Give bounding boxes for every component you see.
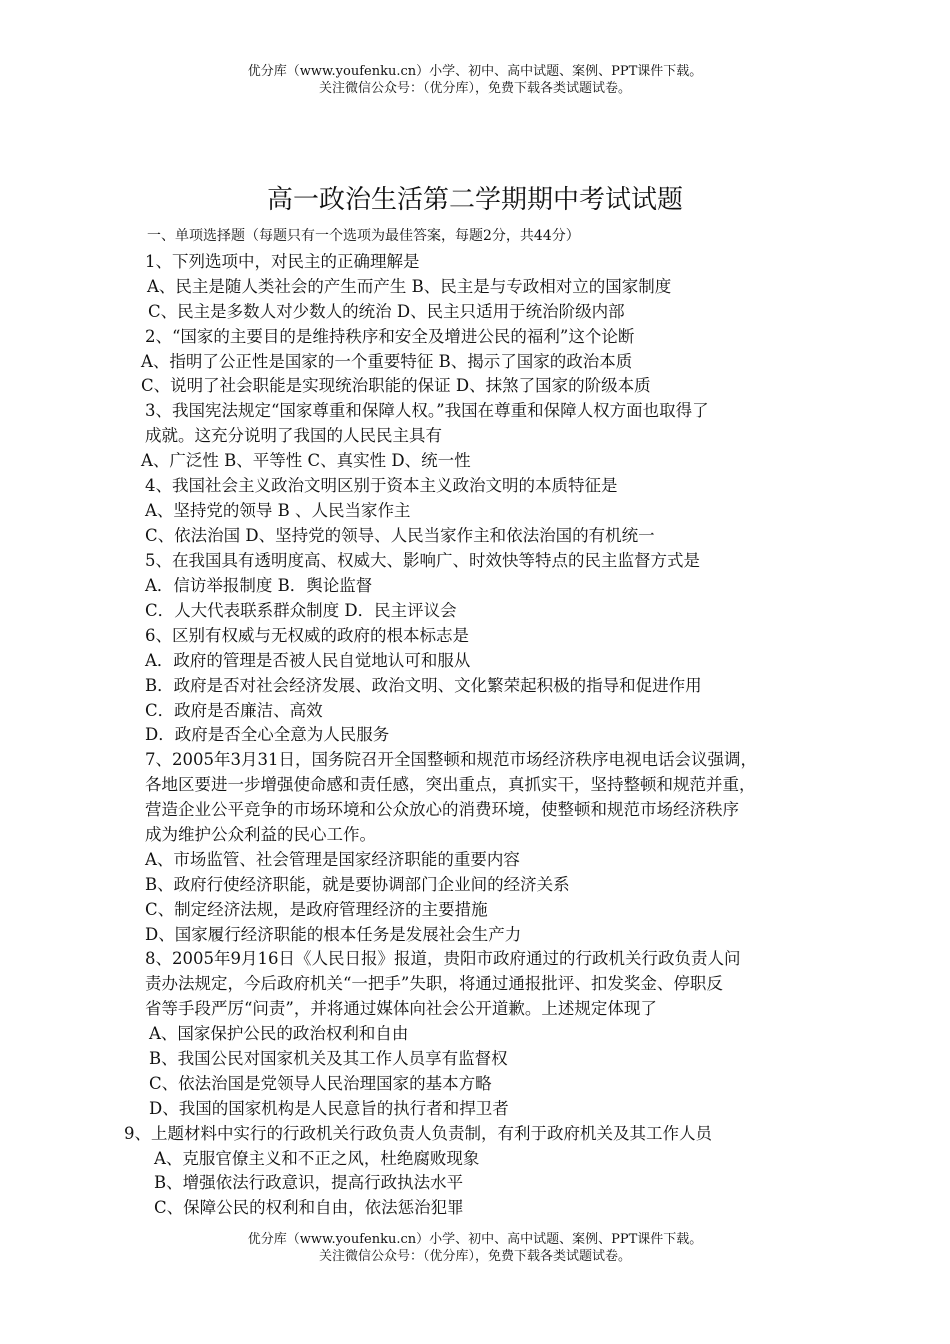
option-line: C、依法治国是党领导人民治理国家的基本方略 (149, 1074, 492, 1093)
question-text: 责办法规定，今后政府机关“一把手”失职，将通过通报批评、扣发奖金、停职反 (145, 974, 723, 993)
option-line: B．政府是否对社会经济发展、政治文明、文化繁荣起积极的指导和促进作用 (145, 676, 702, 695)
option-line: C．政府是否廉洁、高效 (145, 701, 323, 720)
option-line: C、说明了社会职能是实现统治职能的保证 D、抹煞了国家的阶级本质 (141, 376, 651, 395)
question-7: 7、2005年3月31日，国务院召开全国整顿和规范市场经济秩序电视电话会议强调， (145, 750, 757, 769)
header-line-2: 关注微信公众号：（优分库），免费下载各类试题试卷。 (318, 81, 631, 96)
option-line: A、坚持党的领导 B 、人民当家作主 (145, 501, 411, 520)
option-line: A．信访举报制度 B．舆论监督 (145, 576, 373, 595)
question-3: 3、我国宪法规定“国家尊重和保障人权。”我国在尊重和保障人权方面也取得了 (145, 401, 709, 420)
header-line-1: 优分库（www.youfenku.cn）小学、初中、高中试题、案例、PPT课件下载。 (247, 64, 703, 79)
option-line: D．政府是否全心全意为人民服务 (145, 725, 390, 744)
question-6: 6、区别有权威与无权威的政府的根本标志是 (145, 626, 469, 645)
option-line: A、民主是随人类社会的产生而产生 B、民主是与专政相对立的国家制度 (147, 277, 672, 296)
question-text: 成就。这充分说明了我国的人民民主具有 (145, 426, 442, 445)
option-line: D、我国的国家机构是人民意旨的执行者和捍卫者 (149, 1099, 509, 1118)
option-line: C、民主是多数人对少数人的统治 D、民主只适用于统治阶级内部 (148, 302, 625, 321)
option-line: A．政府的管理是否被人民自觉地认可和服从 (145, 651, 471, 670)
option-line: B、增强依法行政意识，提高行政执法水平 (154, 1173, 464, 1192)
option-line: C、制定经济法规，是政府管理经济的主要措施 (145, 900, 488, 919)
option-line: C．人大代表联系群众制度 D．民主评议会 (145, 601, 457, 620)
footer-line-2: 关注微信公众号：（优分库），免费下载各类试题试卷。 (318, 1249, 631, 1264)
option-line: B、我国公民对国家机关及其工作人员享有监督权 (149, 1049, 508, 1068)
option-line: A、市场监管、社会管理是国家经济职能的重要内容 (145, 850, 520, 869)
question-9: 9、上题材料中实行的行政机关行政负责人负责制，有利于政府机关及其工作人员 (124, 1124, 712, 1143)
option-line: A、国家保护公民的政治权利和自由 (149, 1024, 409, 1043)
option-line: A、广泛性 B、平等性 C、真实性 D、统一性 (141, 451, 471, 470)
page-title: 高一政治生活第二学期期中考试试题 (266, 185, 683, 215)
option-line: C、保障公民的权利和自由，依法惩治犯罪 (154, 1198, 464, 1217)
question-5: 5、在我国具有透明度高、权威大、影响广、时效快等特点的民主监督方式是 (145, 551, 700, 570)
option-line: C、依法治国 D、坚持党的领导、人民当家作主和依法治国的有机统一 (145, 526, 655, 545)
question-text: 省等手段严厉“问责”，并将通过媒体向社会公开道歉。上述规定体现了 (145, 999, 657, 1018)
question-text: 营造企业公平竞争的市场环境和公众放心的消费环境，使整顿和规范市场经济秩序 (145, 800, 739, 819)
option-line: A、克服官僚主义和不正之风，杜绝腐败现象 (154, 1149, 480, 1168)
question-4: 4、我国社会主义政治文明区别于资本主义政治文明的本质特征是 (145, 476, 618, 495)
question-text: 成为维护公众利益的民心工作。 (145, 825, 376, 844)
option-line: D、国家履行经济职能的根本任务是发展社会生产力 (145, 925, 522, 944)
question-2: 2、“国家的主要目的是维持秩序和安全及增进公民的福利”这个论断 (145, 327, 635, 346)
section-heading: 一、单项选择题（每题只有一个选项为最佳答案，每题2分，共44分） (147, 228, 580, 244)
option-line: A、指明了公正性是国家的一个重要特征 B、揭示了国家的政治本质 (141, 352, 633, 371)
question-1: 1、下列选项中，对民主的正确理解是 (145, 252, 420, 271)
question-8: 8、2005年9月16日《人民日报》报道，贵阳市政府通过的行政机关行政负责人问 (145, 949, 741, 968)
option-line: B、政府行使经济职能，就是要协调部门企业间的经济关系 (145, 875, 570, 894)
question-text: 各地区要进一步增强使命感和责任感，突出重点，真抓实干，坚持整顿和规范并重， (145, 775, 756, 794)
footer-line-1: 优分库（www.youfenku.cn）小学、初中、高中试题、案例、PPT课件下载。 (247, 1232, 703, 1247)
